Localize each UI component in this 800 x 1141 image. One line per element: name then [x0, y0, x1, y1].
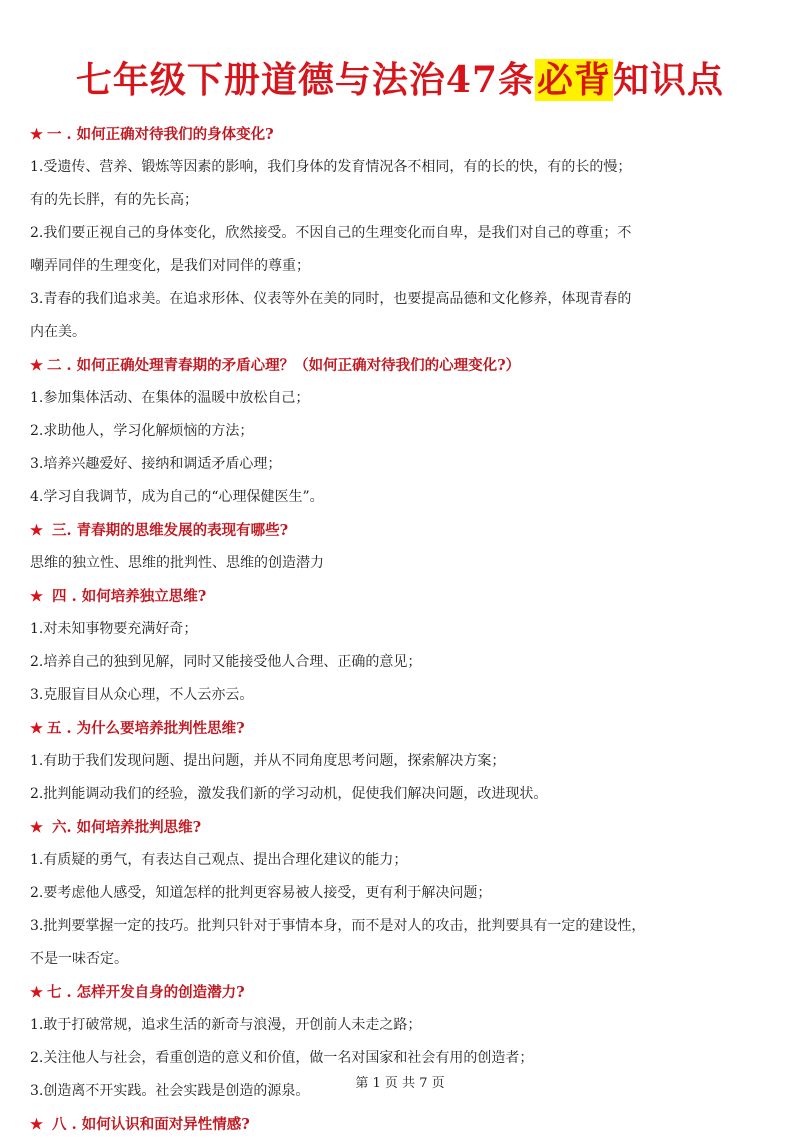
body-text-line: 有的先长胖，有的先长高； [30, 192, 198, 208]
star-icon: ★ [30, 357, 43, 374]
body-text-line: 4.学习自我调节，成为自己的“心理保健医生”。 [30, 489, 324, 505]
title-text-after: 知识点 [613, 59, 725, 101]
star-icon: ★ [30, 819, 43, 836]
body-text-line: 1.对未知事物要充满好奇； [30, 621, 198, 637]
section-heading-text: 八 . 如何认识和面对异性情感? [47, 1116, 250, 1133]
section-heading [30, 811, 775, 844]
body-text-line: 2.要考虑他人感受，知道怎样的批判更容易被人接受，更有利于解决问题； [30, 885, 492, 901]
body-text-line: 2.批判能调动我们的经验，激发我们新的学习动机，促使我们解决问题，改进现状。 [30, 786, 548, 802]
body-text-line: 1.参加集体活动、在集体的温暖中放松自己； [30, 390, 310, 406]
star-icon: ★ [30, 522, 43, 539]
body-text-line: 内在美。 [30, 324, 86, 340]
star-icon: ★ [30, 1116, 43, 1133]
section-heading-text: 三. 青春期的思维发展的表现有哪些? [47, 522, 289, 539]
section-heading [30, 349, 775, 382]
body-text-line: 3.创造离不开实践。社会实践是创造的源泉。 [30, 1083, 310, 1099]
star-icon: ★ [30, 126, 43, 143]
section-heading [30, 1108, 775, 1141]
section-heading [30, 976, 775, 1009]
body-text-line: 1.敢于打破常规，追求生活的新奇与浪漫，开创前人未走之路； [30, 1017, 422, 1033]
document-title [0, 54, 800, 106]
section-heading [30, 514, 775, 547]
section-heading [30, 118, 775, 151]
body-text-line: 2.关注他人与社会，看重创造的意义和价值，做一名对国家和社会有用的创造者； [30, 1050, 534, 1066]
body-text-line: 2.培养自己的独到见解，同时又能接受他人合理、正确的意见； [30, 654, 422, 670]
body-text-line: 1.受遗传、营养、锻炼等因素的影响，我们身体的发育情况各不相同，有的长的快，有的长的慢； [30, 159, 632, 175]
title-highlight: 必背 [537, 59, 612, 101]
section-heading-text: 二 . 如何正确处理青春期的矛盾心理？（如何正确对待我们的心理变化?） [47, 357, 521, 374]
body-text-line: 2.我们要正视自己的身体变化，欣然接受。不因自己的生理变化而自卑，是我们对自己的尊重；不 [30, 225, 632, 241]
body-text-line: 1.有质疑的勇气，有表达自己观点、提出合理化建议的能力； [30, 852, 408, 868]
section-heading-text: 六. 如何培养批判思维? [47, 819, 202, 836]
body-text-line: 1.有助于我们发现问题、提出问题，并从不同角度思考问题，探索解决方案； [30, 753, 506, 769]
body-text-line: 3.青春的我们追求美。在追求形体、仪表等外在美的同时，也要提高品德和文化修养，体现青春的 [30, 291, 632, 307]
section-heading-text: 七 . 怎样开发自身的创造潜力? [47, 984, 245, 1001]
body-text-line: 3.克服盲目从众心理，不人云亦云。 [30, 687, 254, 703]
section-heading-text: 四 . 如何培养独立思维? [47, 588, 207, 605]
body-text-line: 不是一味否定。 [30, 951, 128, 967]
star-icon: ★ [30, 588, 43, 605]
section-heading [30, 712, 775, 745]
document-body [30, 118, 775, 1141]
body-text-line: 2.求助他人，学习化解烦恼的方法； [30, 423, 254, 439]
section-heading-text: 五 . 为什么要培养批判性思维? [47, 720, 245, 737]
body-text-line: 思维的独立性、思维的批判性、思维的创造潜力 [30, 555, 324, 571]
body-text-line: 嘲弄同伴的生理变化，是我们对同伴的尊重； [30, 258, 310, 274]
body-text-line: 3.批判要掌握一定的技巧。批判只针对于事情本身，而不是对人的攻击，批判要具有一定的建设性， [30, 918, 646, 934]
page-footer: 第 1 页 共 7 页 [355, 1076, 445, 1091]
star-icon: ★ [30, 720, 43, 737]
section-heading [30, 580, 775, 613]
body-text-line: 3.培养兴趣爱好、接纳和调适矛盾心理； [30, 456, 282, 472]
title-text-before: 七年级下册道德与法治47条 [75, 59, 536, 101]
star-icon: ★ [30, 984, 43, 1001]
section-heading-text: 一 . 如何正确对待我们的身体变化? [47, 126, 274, 143]
